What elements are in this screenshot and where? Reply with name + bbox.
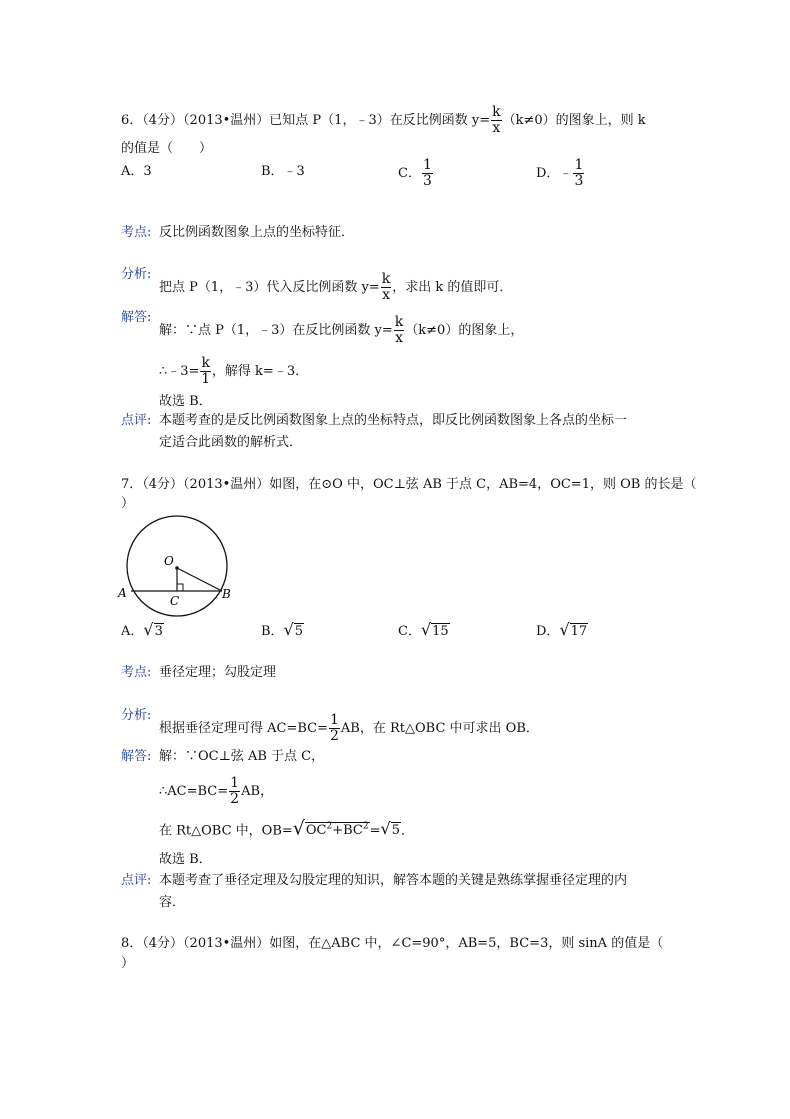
q7-dianping-label: 点评: xyxy=(121,873,152,888)
q6-stem-text-b: （k≠0）的图象上，则 k xyxy=(502,113,646,128)
q7-jieda-3-end: ． xyxy=(401,823,415,839)
q6-jieda-line1 xyxy=(159,315,523,346)
q7-option-b-value: 5 xyxy=(294,624,304,639)
q7-option-c-prefix: C． xyxy=(398,624,421,639)
q7-option-a-radical: √3 xyxy=(143,620,163,639)
q7-fenxi-label: 分析: xyxy=(121,708,152,723)
q6-option-d-denominator: 3 xyxy=(574,173,584,189)
q6-fenxi-numerator: k xyxy=(381,271,391,287)
q7-fenxi-text-a: 根据垂径定理可得 AC=BC= xyxy=(159,721,328,736)
q6-stem-fraction xyxy=(491,105,501,136)
q7-jieda-label: 解答: xyxy=(121,749,152,764)
q6-kaodian-text: 反比例函数图象上点的坐标特征． xyxy=(159,225,355,240)
q7-jieda-line4: 故选 B． xyxy=(159,852,212,867)
q6-dianping-line1: 本题考查的是反比例函数图象上点的坐标特点，即反比例函数图象上各点的坐标一 xyxy=(159,413,628,428)
q7-kaodian-text: 垂径定理；勾股定理 xyxy=(159,665,277,680)
q6-jieda-label: 解答: xyxy=(121,310,152,325)
q7-option-d xyxy=(536,621,588,641)
q7-stem-line1: 7．（4分）（2013•温州）如图，在⊙O 中，OC⊥弦 AB 于点 C，AB=4，OC=1，则 OB 的长是（ xyxy=(121,477,697,492)
q7-jieda-3-text-a: 在 Rt△OBC 中，OB= xyxy=(159,823,293,839)
q6-option-d-prefix: D．﹣ xyxy=(536,166,573,181)
q7-label-o: O xyxy=(164,554,174,568)
q8-stem-line2: ） xyxy=(121,956,135,971)
q7-option-a-prefix: A． xyxy=(121,624,144,639)
q7-label-c: C xyxy=(170,594,180,608)
q7-dianping-line1: 本题考查了垂径定理及勾股定理的知识，解答本题的关键是熟练掌握垂径定理的内 xyxy=(159,873,628,888)
q6-stem-text-a: 6．（4分）（2013•温州）已知点 P（1，﹣3）在反比例函数 y= xyxy=(121,113,491,128)
q6-option-c-denominator: 3 xyxy=(422,173,432,189)
q7-jieda-3-value: 5 xyxy=(391,823,400,839)
q7-fenxi-text-b: AB，在 Rt△OBC 中可求出 OB． xyxy=(340,721,539,736)
q6-fenxi-denominator: x xyxy=(382,287,390,303)
q7-option-a xyxy=(121,621,164,641)
q6-option-d xyxy=(536,158,585,189)
q6-jieda-1-fraction xyxy=(394,315,404,346)
q7-option-c-value: 15 xyxy=(432,624,449,639)
q7-fenxi-fraction xyxy=(329,713,340,744)
q6-jieda-1-denominator: x xyxy=(395,330,403,346)
q6-stem-frac-numerator: k xyxy=(492,104,501,120)
q6-fenxi-fraction xyxy=(381,272,391,303)
q7-kaodian-label: 考点: xyxy=(121,665,152,680)
q7-jieda-2-text-b: AB， xyxy=(241,784,274,799)
q8-stem-line1: 8．（4分）（2013•温州）如图，在△ABC 中，∠C=90°，AB=5，BC=3，则 sinA 的值是（ xyxy=(121,936,664,951)
q7-option-c-radical: √15 xyxy=(420,620,449,639)
q6-jieda-1-numerator: k xyxy=(394,314,404,330)
q7-jieda-line2 xyxy=(159,776,273,807)
q7-fenxi-denominator: 2 xyxy=(330,728,339,744)
q6-option-a: A．3 xyxy=(121,164,152,179)
q6-option-c-numerator: 1 xyxy=(422,157,432,173)
q7-option-c xyxy=(398,621,450,641)
q6-option-c-fraction xyxy=(422,158,433,189)
q7-option-d-value: 17 xyxy=(570,624,588,639)
q6-stem-line1 xyxy=(121,105,646,136)
q7-jieda-2-numerator: 1 xyxy=(230,775,240,791)
q7-dianping-line2: 容． xyxy=(159,895,186,910)
q6-fenxi-text-a: 把点 P（1，﹣3）代入反比例函数 y= xyxy=(159,280,380,295)
q7-jieda-3-oc: OC xyxy=(305,823,327,839)
q6-option-d-numerator: 1 xyxy=(574,157,584,173)
q6-fenxi-label: 分析: xyxy=(121,267,152,282)
q6-stem-line2: 的值是（ ） xyxy=(121,141,213,156)
q7-jieda-3-sq1: 2 xyxy=(326,822,333,832)
q7-jieda-2-denominator: 2 xyxy=(230,791,240,807)
q7-center-point xyxy=(175,566,179,570)
q7-option-b-prefix: B． xyxy=(261,624,284,639)
q6-fenxi-line xyxy=(159,272,512,303)
q6-jieda-2-text-a: ∴﹣3= xyxy=(159,364,200,379)
q7-option-d-prefix: D． xyxy=(536,624,560,639)
q6-jieda-2-fraction xyxy=(200,356,210,387)
q6-jieda-2-text-b: ，解得 k=﹣3． xyxy=(211,364,309,379)
q6-fenxi-text-b: ，求出 k 的值即可． xyxy=(392,280,513,295)
q7-fenxi-line xyxy=(159,713,539,744)
q7-option-b-radical: √5 xyxy=(283,620,304,639)
q7-jieda-3-radical-ob: $√OC^2+BC^2$ xyxy=(292,817,369,840)
q6-option-d-fraction xyxy=(573,158,584,189)
q7-fenxi-numerator: 1 xyxy=(330,712,339,728)
q7-jieda-3-radical-result: √5 xyxy=(380,819,400,839)
q6-jieda-line2 xyxy=(159,356,308,387)
q7-jieda-line1: 解：∵OC⊥弦 AB 于点 C， xyxy=(159,749,325,764)
q6-kaodian-label: 考点: xyxy=(121,225,152,240)
q7-right-angle-mark xyxy=(177,584,183,591)
q6-jieda-2-numerator: k xyxy=(201,355,210,371)
q7-stem-line2: ） xyxy=(121,496,135,511)
q6-jieda-1-text-a: 解：∵点 P（1，﹣3）在反比例函数 y= xyxy=(159,323,393,338)
q7-jieda-3-plus-bc: +BC xyxy=(332,823,363,839)
q6-jieda-2-denominator: 1 xyxy=(201,371,211,387)
q7-jieda-line3 xyxy=(159,818,414,840)
q7-option-a-value: 3 xyxy=(154,624,163,639)
q7-option-d-radical: √17 xyxy=(559,620,588,639)
q7-label-a: A xyxy=(118,586,127,600)
q6-jieda-1-text-b: （k≠0）的图象上， xyxy=(405,323,524,338)
q6-dianping-label: 点评: xyxy=(121,413,152,428)
q7-option-b xyxy=(261,621,304,641)
q6-jieda-line3: 故选 B． xyxy=(159,394,212,409)
q6-dianping-line2: 定适合此函数的解析式． xyxy=(159,435,303,450)
q6-option-b: B．﹣3 xyxy=(261,164,305,179)
q7-jieda-3-equals: = xyxy=(369,823,381,839)
q7-jieda-2-fraction xyxy=(229,776,240,807)
q7-jieda-2-text-a: ∴AC=BC= xyxy=(159,784,229,799)
q7-segment-ob xyxy=(177,568,222,591)
q6-stem-frac-denominator: x xyxy=(492,120,501,136)
q7-jieda-3-sq2: 2 xyxy=(362,822,369,832)
q7-label-b: B xyxy=(222,587,231,601)
q6-option-c-prefix: C． xyxy=(398,166,421,181)
q7-circle-figure xyxy=(116,512,236,620)
q6-option-c xyxy=(398,158,434,189)
